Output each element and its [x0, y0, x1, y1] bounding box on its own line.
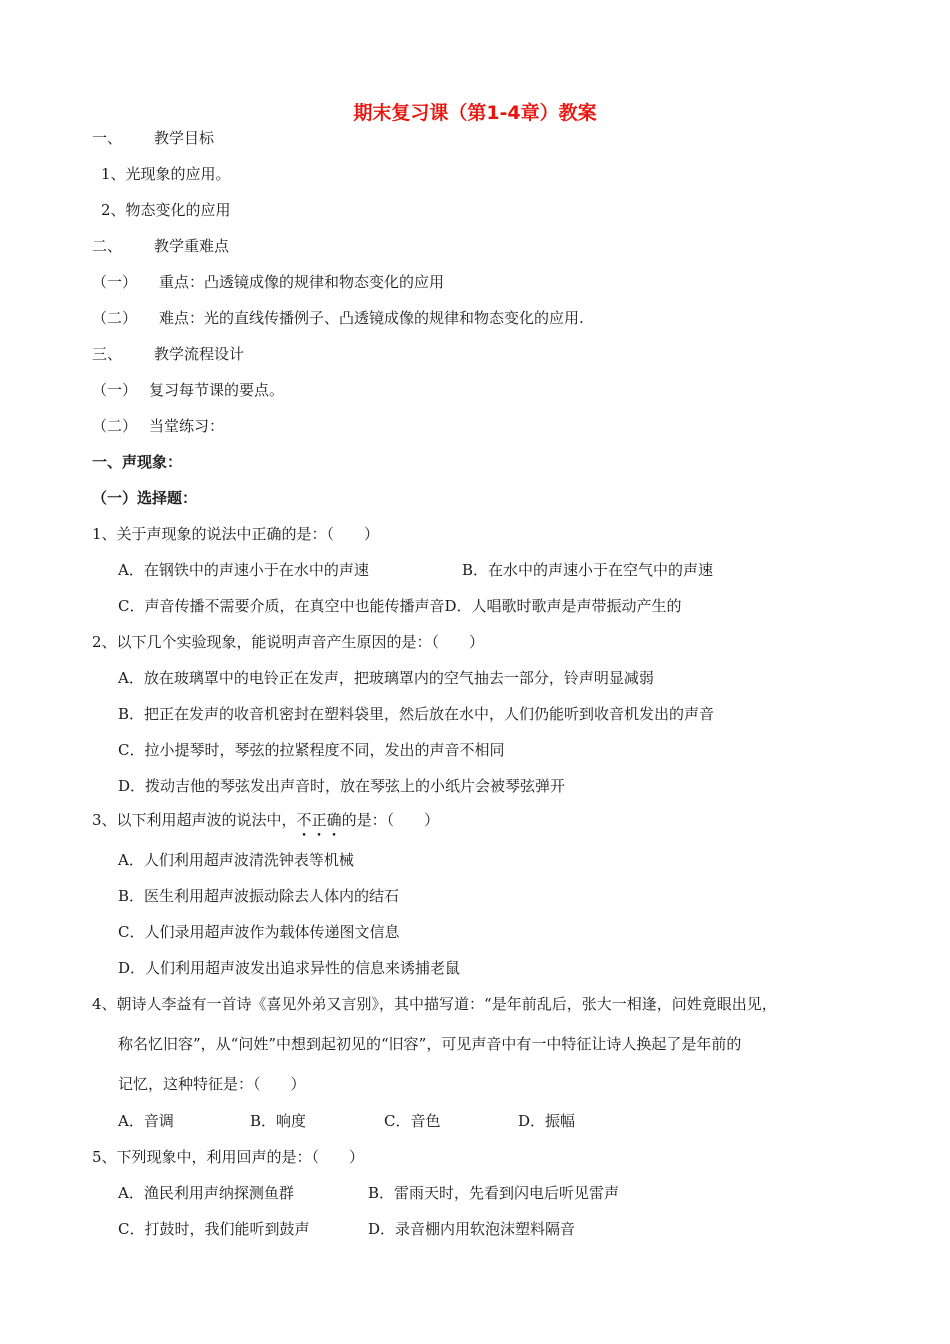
question-3-stem-pre: 3、以下利用超声波的说法中， [92, 811, 297, 829]
question-3-stem [92, 810, 439, 830]
section-2-number: 二、 [92, 237, 123, 255]
question-1-option-a: A．在钢铁中的声速小于在水中的声速 [118, 561, 369, 579]
difficult-point-number: （二） [92, 309, 138, 327]
goal-item-2: 2、物态变化的应用 [101, 201, 231, 219]
question-1-stem: 1、关于声现象的说法中正确的是：（ ） [92, 525, 380, 543]
question-3-stem-post: 的是：（ ） [341, 811, 440, 829]
question-2-option-a: A．放在玻璃罩中的电铃正在发声，把玻璃罩内的空气抽去一部分，铃声明显减弱 [118, 669, 654, 687]
question-5-option-a: A．渔民利用声纳探测鱼群 [118, 1184, 294, 1202]
question-4-option-d: D．振幅 [518, 1112, 576, 1130]
question-5-stem: 5、下列现象中，利用回声的是：（ ） [92, 1148, 365, 1166]
difficult-point-text: 难点：光的直线传播例子、凸透镜成像的规律和物态变化的应用. [159, 309, 584, 327]
process-item-2 [92, 416, 224, 436]
goal-item-1: 1、光现象的应用。 [101, 165, 231, 183]
document-title: 期末复习课（第1-4章）教案 [353, 102, 597, 124]
question-3-option-d: D．人们利用超声波发出追求异性的信息来诱捕老鼠 [118, 959, 461, 977]
question-4-option-c: C．音色 [384, 1112, 441, 1130]
section-1-heading [92, 128, 214, 148]
process-item-2-number: （二） [92, 417, 138, 435]
question-1-option-cd: C．声音传播不需要介质，在真空中也能传播声音D．人唱歌时歌声是声带振动产生的 [118, 597, 682, 615]
question-2-option-d: D．拨动吉他的琴弦发出声音时，放在琴弦上的小纸片会被琴弦弹开 [118, 777, 566, 795]
question-3-option-b: B．医生利用超声波振动除去人体内的结石 [118, 887, 400, 905]
process-item-1-number: （一） [92, 381, 138, 399]
question-4-option-a: A．音调 [118, 1112, 174, 1130]
process-item-2-text: 当堂练习： [149, 417, 225, 435]
section-3-number: 三、 [92, 345, 123, 363]
section-1-number: 一、 [92, 129, 123, 147]
part-heading: 一、声现象： [92, 453, 183, 471]
emphasis-char-1: 不 [296, 811, 312, 829]
question-2-stem: 2、以下几个实验现象，能说明声音产生原因的是：（ ） [92, 633, 485, 651]
question-4-line-3: 记忆，这种特征是：（ ） [118, 1075, 306, 1093]
question-4-line-1: 4、朝诗人李益有一首诗《喜见外弟又言别》，其中描写道：“是年前乱后，张大一相逢，问姓竟眼出见， [92, 995, 777, 1013]
section-2-heading [92, 236, 229, 256]
section-2-label: 教学重难点 [154, 237, 230, 255]
section-1-label: 教学目标 [154, 129, 215, 147]
key-point-text: 重点：凸透镜成像的规律和物态变化的应用 [159, 273, 445, 291]
question-5-option-b: B．雷雨天时，先看到闪电后听见雷声 [368, 1184, 620, 1202]
section-3-heading [92, 344, 244, 364]
emphasis-char-2: 正 [311, 811, 327, 829]
question-4-line-2: 称名忆旧容”，从“问姓”中想到起初见的“旧容”，可见声音中有一中特征让诗人换起了是年前的 [118, 1035, 742, 1053]
question-5-option-c: C．打鼓时，我们能听到鼓声 [118, 1220, 310, 1238]
sub-heading: （一）选择题： [92, 489, 198, 507]
difficult-point-item [92, 308, 584, 328]
question-5-option-d: D．录音棚内用软泡沫塑料隔音 [368, 1220, 576, 1238]
emphasis-char-3: 确 [326, 811, 342, 829]
question-1-option-b: B．在水中的声速小于在空气中的声速 [462, 561, 714, 579]
question-4-option-b: B．响度 [250, 1112, 307, 1130]
section-3-label: 教学流程设计 [154, 345, 245, 363]
key-point-item [92, 272, 444, 292]
question-2-option-b: B．把正在发声的收音机密封在塑料袋里，然后放在水中，人们仍能听到收音机发出的声音 [118, 705, 715, 723]
process-item-1 [92, 380, 284, 400]
question-3-option-a: A．人们利用超声波清洗钟表等机械 [118, 851, 354, 869]
key-point-number: （一） [92, 273, 138, 291]
question-2-option-c: C．拉小提琴时，琴弦的拉紧程度不同，发出的声音不相同 [118, 741, 505, 759]
process-item-1-text: 复习每节课的要点。 [149, 381, 285, 399]
question-3-option-c: C．人们录用超声波作为载体传递图文信息 [118, 923, 400, 941]
